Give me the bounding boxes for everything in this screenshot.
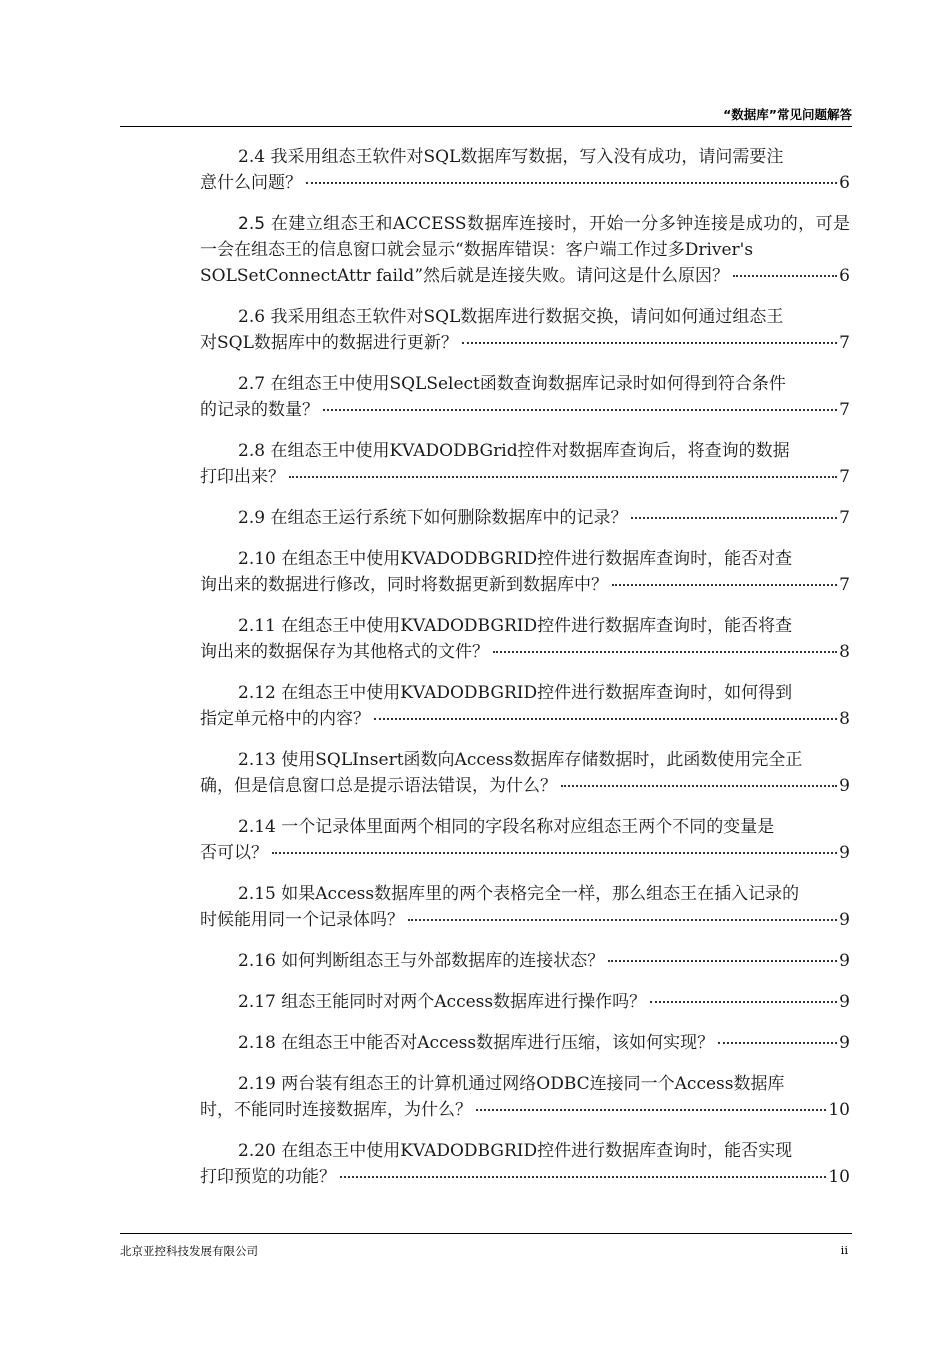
toc-page-number: 8 xyxy=(839,642,850,662)
leader-dots xyxy=(476,1108,826,1111)
leader-dots xyxy=(340,1175,826,1178)
toc-page-number: 10 xyxy=(828,1167,850,1187)
toc-page-number: 6 xyxy=(839,266,850,286)
toc-entry-first-line xyxy=(200,438,850,464)
toc-page-number: 9 xyxy=(839,776,850,796)
toc-entry-title-end: 意什么问题？ xyxy=(200,173,302,193)
toc-entry[interactable] xyxy=(200,1030,850,1056)
toc-page-number: 6 xyxy=(839,173,850,193)
toc-entry-title: 在组态王中使用SQLSelect函数查询数据库记录时如何得到符合条件 xyxy=(270,374,786,394)
toc-entry[interactable] xyxy=(200,304,850,356)
toc-entry-first-line xyxy=(200,814,850,840)
toc-entry-number: 2.15 xyxy=(238,884,276,904)
leader-dots xyxy=(323,408,837,411)
toc-entry-title-end: 打印预览的功能？ xyxy=(200,1167,336,1187)
leader-dots xyxy=(650,1000,837,1003)
toc-page-number: 9 xyxy=(839,992,850,1012)
toc-entry-title: 在建立组态王和ACCESS数据库连接时，开始一分多钟连接是成功的，可是一会在组态王的信息窗口就会显示“数据库错误：客户端工作过多Driver's xyxy=(200,214,850,260)
toc-page-number: 9 xyxy=(839,1033,850,1053)
toc-entry-number: 2.20 xyxy=(238,1141,276,1161)
toc-entry[interactable] xyxy=(200,438,850,490)
toc-page-number: 8 xyxy=(839,709,850,729)
toc-entry[interactable] xyxy=(200,881,850,933)
toc-entry[interactable] xyxy=(200,680,850,732)
toc-entry-title-end: 时，不能同时连接数据库，为什么？ xyxy=(200,1100,472,1120)
page-header xyxy=(120,100,852,127)
toc-entry[interactable] xyxy=(200,948,850,974)
toc-entry-number: 2.14 xyxy=(238,817,276,837)
toc-entry-number: 2.18 xyxy=(238,1033,276,1053)
toc-entry-first-line xyxy=(200,304,850,330)
toc-entry[interactable] xyxy=(200,546,850,598)
toc-entry[interactable] xyxy=(200,1071,850,1123)
toc-entry-first-line xyxy=(200,747,850,773)
toc-entry-number: 2.8 xyxy=(238,441,266,461)
toc-entry-number: 2.9 xyxy=(238,508,266,528)
leader-dots xyxy=(306,181,837,184)
toc-entry-number: 2.6 xyxy=(238,307,266,327)
toc-page-number: 7 xyxy=(839,467,850,487)
toc-entry-number: 2.10 xyxy=(238,549,276,569)
toc-entry-title-end: 询出来的数据保存为其他格式的文件？ xyxy=(200,642,489,662)
toc-entry[interactable] xyxy=(200,1138,850,1190)
toc-entry-title: 在组态王中使用KVADODBGrid控件对数据库查询后，将查询的数据 xyxy=(270,441,790,461)
leader-dots xyxy=(289,475,837,478)
toc-entry-title-end: 时候能用同一个记录体吗？ xyxy=(200,910,404,930)
toc-entry-first-line xyxy=(200,144,850,170)
toc-entry-first-line xyxy=(200,680,850,706)
toc-entry-first-line xyxy=(200,881,850,907)
toc-entry-title-end: 指定单元格中的内容？ xyxy=(200,709,370,729)
leader-dots xyxy=(493,650,837,653)
toc-page-number: 10 xyxy=(828,1100,850,1120)
toc-entry-title: 一个记录体里面两个相同的字段名称对应组态王两个不同的变量是 xyxy=(281,817,775,837)
toc-entry-number: 2.17 xyxy=(238,992,276,1012)
toc-entry[interactable] xyxy=(200,613,850,665)
header-title: “数据库”常见问题解答 xyxy=(723,107,852,122)
toc-entry-title: 在组态王中使用KVADODBGRID控件进行数据库查询时，能否对查 xyxy=(281,549,793,569)
toc-page-number: 7 xyxy=(839,575,850,595)
toc-entry[interactable] xyxy=(200,371,850,423)
toc-entry-number: 2.5 xyxy=(238,214,266,234)
toc-entry-title-end: 打印出来？ xyxy=(200,467,285,487)
toc-entry-title-end: 确，但是信息窗口总是提示语法错误，为什么？ xyxy=(200,776,557,796)
toc-page-number: 9 xyxy=(839,951,850,971)
toc-entry-first-line xyxy=(200,546,850,572)
leader-dots xyxy=(631,516,837,519)
toc-entry-title: 如何判断组态王与外部数据库的连接状态？ xyxy=(281,951,605,971)
leader-dots xyxy=(608,959,837,962)
toc-entry-number: 2.4 xyxy=(238,147,266,167)
footer-company-name: 北京亚控科技发展有限公司 xyxy=(120,1244,258,1258)
toc-entry-number: 2.12 xyxy=(238,683,276,703)
footer-page-number: ii xyxy=(840,1243,848,1257)
toc-entry[interactable] xyxy=(200,814,850,866)
leader-dots xyxy=(462,341,837,344)
toc-entry-title: 使用SQLInsert函数向Access数据库存储数据时，此函数使用完全正 xyxy=(281,750,803,770)
toc-entry[interactable] xyxy=(200,989,850,1015)
toc-entry-title: 在组态王中使用KVADODBGRID控件进行数据库查询时，能否将查 xyxy=(281,616,793,636)
toc-entry-number: 2.7 xyxy=(238,374,266,394)
leader-dots xyxy=(718,1041,837,1044)
toc-entry-title: 如果Access数据库里的两个表格完全一样，那么组态王在插入记录的 xyxy=(281,884,800,904)
toc-entry-first-line xyxy=(200,1071,850,1097)
toc-entry-title: 组态王能同时对两个Access数据库进行操作吗？ xyxy=(281,992,647,1012)
toc-entry-number: 2.13 xyxy=(238,750,276,770)
toc-entry-title: 我采用组态王软件对SQL数据库进行数据交换，请问如何通过组态王 xyxy=(270,307,784,327)
toc-entry-title: 在组态王中使用KVADODBGRID控件进行数据库查询时，如何得到 xyxy=(281,683,793,703)
toc-entry-first-line xyxy=(200,613,850,639)
toc-entry-title-end: 询出来的数据进行修改，同时将数据更新到数据库中？ xyxy=(200,575,608,595)
toc-entry-title: 我采用组态王软件对SQL数据库写数据，写入没有成功，请问需要注 xyxy=(270,147,784,167)
toc-entry-first-line xyxy=(200,371,850,397)
toc-entry-title-end: 的记录的数量？ xyxy=(200,400,319,420)
toc-page-number: 9 xyxy=(839,910,850,930)
leader-dots xyxy=(612,583,837,586)
toc-entry-title-end: SOLSetConnectAttr faild”然后就是连接失败。请问这是什么原因？ xyxy=(200,266,730,286)
toc-entry-title: 两台装有组态王的计算机通过网络ODBC连接同一个Access数据库 xyxy=(281,1074,785,1094)
toc-entry-number: 2.16 xyxy=(238,951,276,971)
leader-dots xyxy=(272,851,837,854)
leader-dots xyxy=(561,784,837,787)
toc-entry[interactable] xyxy=(200,505,850,531)
toc-entry-title: 在组态王中使用KVADODBGRID控件进行数据库查询时，能否实现 xyxy=(281,1141,793,1161)
toc-entry-number: 2.11 xyxy=(238,616,276,636)
toc-entry-title-end: 否可以？ xyxy=(200,843,268,863)
leader-dots xyxy=(408,918,837,921)
toc-entry[interactable] xyxy=(200,211,850,289)
toc-entry-title: 在组态王运行系统下如何删除数据库中的记录？ xyxy=(270,508,628,528)
toc-entry-title-end: 对SQL数据库中的数据进行更新？ xyxy=(200,333,458,353)
toc-entry-first-line xyxy=(200,211,850,263)
toc-entry[interactable] xyxy=(200,747,850,799)
toc-page-number: 9 xyxy=(839,843,850,863)
toc-entry-number: 2.19 xyxy=(238,1074,276,1094)
leader-dots xyxy=(374,717,837,720)
toc-page-number: 7 xyxy=(839,333,850,353)
leader-dots xyxy=(733,274,837,277)
toc-page-number: 7 xyxy=(839,400,850,420)
toc-entry-title: 在组态王中能否对Access数据库进行压缩，该如何实现？ xyxy=(281,1033,715,1053)
toc-entry-first-line xyxy=(200,1138,850,1164)
toc-page-number: 7 xyxy=(839,508,850,528)
toc-entry[interactable] xyxy=(200,144,850,196)
page-footer xyxy=(120,1233,852,1258)
table-of-contents xyxy=(200,144,850,1205)
